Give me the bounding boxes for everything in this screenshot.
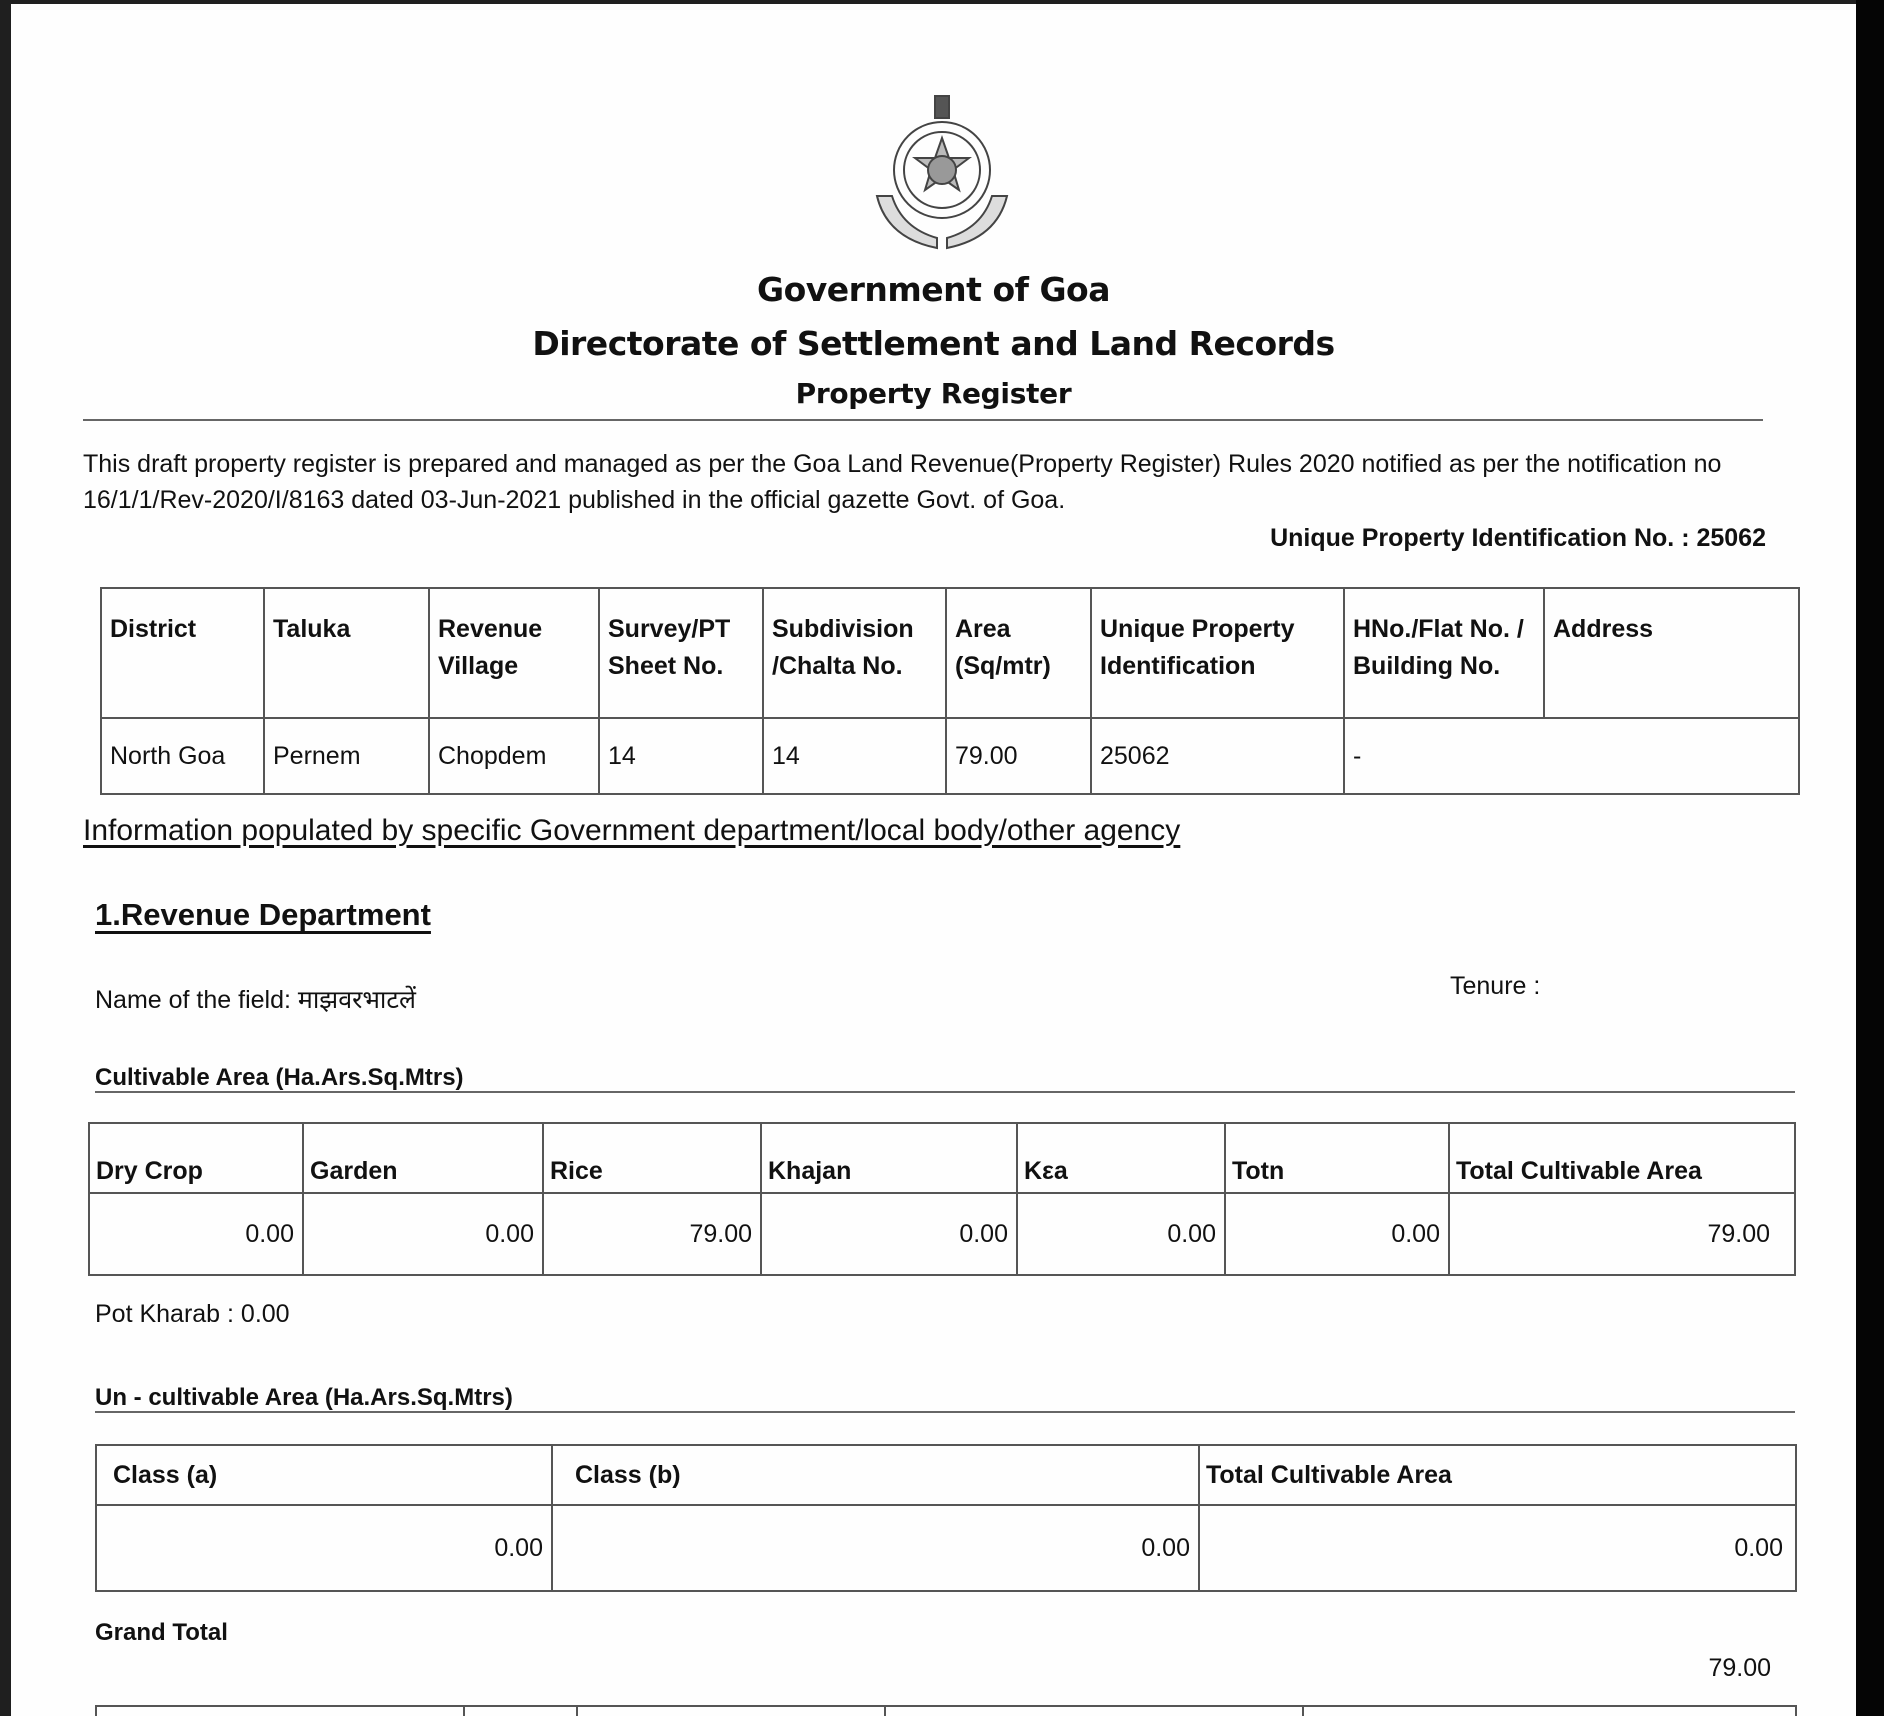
col-totn: Totn: [1225, 1123, 1449, 1193]
cell-kala: 0.00: [1017, 1193, 1225, 1275]
tenure-label: Tenure :: [1450, 972, 1541, 1000]
col-revenue-village: Revenue Village: [429, 588, 599, 718]
cultivable-divider: [95, 1091, 1795, 1093]
cell-upin: 25062: [1091, 718, 1344, 794]
cultivable-area-title: Cultivable Area (Ha.Ars.Sq.Mtrs): [95, 1064, 464, 1091]
cell-khajan: 0.00: [761, 1193, 1017, 1275]
col-survey-no: Survey/PT Sheet No.: [599, 588, 763, 718]
table-row: [96, 1706, 1796, 1716]
property-table: [100, 587, 1800, 795]
col-class-a: Class (a): [96, 1445, 552, 1505]
table-cell: [1303, 1706, 1796, 1716]
cell-total-cultivable: 79.00: [1449, 1193, 1795, 1275]
cell-subdivision: 14: [763, 718, 946, 794]
uncultivable-area-table: [95, 1444, 1797, 1592]
col-address: Address: [1544, 588, 1799, 718]
cell-totn: 0.00: [1225, 1193, 1449, 1275]
col-total-cultivable: Total Cultivable Area: [1449, 1123, 1795, 1193]
uncultivable-area-title: Un - cultivable Area (Ha.Ars.Sq.Mtrs): [95, 1384, 513, 1411]
cell-district: North Goa: [101, 718, 264, 794]
col-khajan: Khajan: [761, 1123, 1017, 1193]
cell-class-a: 0.00: [96, 1505, 552, 1591]
cell-dry-crop: 0.00: [89, 1193, 303, 1275]
col-house-no: HNo./Flat No. / Building No.: [1344, 588, 1544, 718]
next-table-partial: [95, 1705, 1797, 1716]
revenue-department-heading: 1.Revenue Department: [95, 897, 431, 932]
table-row: [101, 718, 1799, 794]
col-class-b: Class (b): [552, 1445, 1199, 1505]
info-heading: Information populated by specific Government department/local body/other agency: [83, 814, 1181, 847]
field-name: Name of the field: माझवरभाटलें: [95, 986, 416, 1014]
grand-total-label: Grand Total: [95, 1619, 228, 1646]
table-cell: [885, 1706, 1303, 1716]
table-cell: [464, 1706, 577, 1716]
col-dry-crop: Dry Crop: [89, 1123, 303, 1193]
grand-total-value: 79.00: [1708, 1654, 1771, 1682]
department-title: Directorate of Settlement and Land Records: [532, 324, 1335, 363]
cultivable-area-table: [88, 1122, 1796, 1276]
header-divider: [83, 419, 1763, 421]
upin-label: Unique Property Identification No. : 25062: [1270, 524, 1766, 552]
cell-garden: 0.00: [303, 1193, 543, 1275]
col-rice: Rice: [543, 1123, 761, 1193]
col-district: District: [101, 588, 264, 718]
pot-kharab: Pot Kharab : 0.00: [95, 1300, 290, 1328]
cell-rice: 79.00: [543, 1193, 761, 1275]
table-row: [89, 1193, 1795, 1275]
table-cell: [577, 1706, 885, 1716]
window-edge: [1856, 0, 1884, 1716]
uncultivable-divider: [95, 1411, 1795, 1413]
cell-house-no: -: [1344, 718, 1544, 794]
col-garden: Garden: [303, 1123, 543, 1193]
col-subdivision: Subdivision /Chalta No.: [763, 588, 946, 718]
col-upin: Unique Property Identification: [1091, 588, 1344, 718]
goa-emblem-icon: [857, 88, 1027, 258]
org-title: Government of Goa: [757, 270, 1110, 309]
document-page: [11, 4, 1856, 1716]
table-row: [96, 1505, 1796, 1591]
table-header-row: [101, 588, 1799, 718]
cell-survey-no: 14: [599, 718, 763, 794]
cell-total-uncultivable: 0.00: [1199, 1505, 1796, 1591]
cell-village: Chopdem: [429, 718, 599, 794]
cell-taluka: Pernem: [264, 718, 429, 794]
col-taluka: Taluka: [264, 588, 429, 718]
col-kala: Kεa: [1017, 1123, 1225, 1193]
col-total-uncultivable: Total Cultivable Area: [1199, 1445, 1796, 1505]
cell-address: [1544, 718, 1799, 794]
notice-text: This draft property register is prepared and managed as per the Goa Land Revenue(Property Register) Rules 2020 notified as per the notification no 16/1/1/Rev-2020/I/8163 dated 03-Jun-2021 published in the official gazette Govt. of Goa.: [83, 450, 1722, 514]
cell-class-b: 0.00: [552, 1505, 1199, 1591]
table-header-row: [96, 1445, 1796, 1505]
document-title: Property Register: [795, 377, 1072, 410]
col-area: Area (Sq/mtr): [946, 588, 1091, 718]
cell-area: 79.00: [946, 718, 1091, 794]
table-cell: [96, 1706, 464, 1716]
table-header-row: [89, 1123, 1795, 1193]
